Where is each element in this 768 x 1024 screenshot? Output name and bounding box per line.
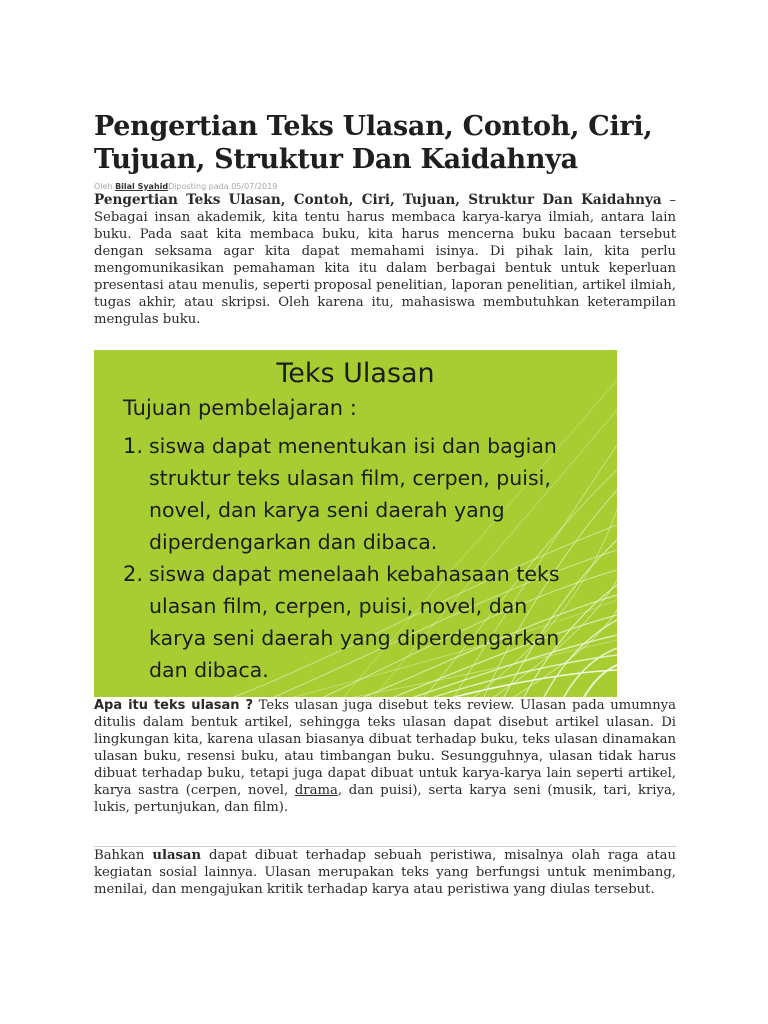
definition-body: Teks ulasan juga disebut teks review. Ulasan pada umumnya ditulis dalam bentuk artikel, sehingga teks ulasan dapat disebut artikel ulasan. Di lingkungan kita, karena ulasan biasanya dibuat terhadap buku, teks ulasan dinamakan ulasan buku, resensi buku, atau timbangan buku. Sesungguhnya, ulasan tidak harus dibuat terhadap buku, tetapi juga dapat dibuat untuk karya-karya lain seperti artikel, karya sastra (cerpen, novel, [94, 698, 676, 798]
banner-subtitle: Tujuan pembelajaran : [123, 396, 357, 420]
author-link[interactable]: Bilal Syahid [115, 182, 169, 191]
banner-item-line: novel, dan karya seni daerah yang [149, 498, 505, 522]
event-review-paragraph [94, 847, 676, 898]
article-title: Pengertian Teks Ulasan, Contoh, Ciri, Tujuan, Struktur Dan Kaidahnya [94, 111, 653, 175]
post-meta [94, 182, 676, 192]
banner-item-line: siswa dapat menentukan isi dan bagian [149, 434, 557, 458]
intro-body: Sebagai insan akademik, kita tentu harus membaca karya-karya ilmiah, antara lain buku. Pada saat kita membaca buku, kita harus mencerna buku bacaan tersebut dengan seksama agar kita dapat memahami isinya. Di pihak lain, kita perlu mengomunikasikan pemahaman kita itu dalam berbagai bentuk untuk keperluan presentasi atau menulis, seperti proposal penelitian, laporan penelitian, artikel ilmiah, tugas akhir, atau skripsi. Oleh karena itu, mahasiswa membutuhkan keterampilan mengulas buku. [94, 210, 676, 327]
banner-item-line: diperdengarkan dan dibaca. [149, 530, 438, 554]
meta-by-label: Oleh [94, 182, 113, 191]
event-text-start: Bahkan [94, 848, 153, 863]
banner-item-line: struktur teks ulasan film, cerpen, puisi, [149, 466, 551, 490]
drama-link[interactable]: drama [294, 783, 338, 798]
banner-item-number: 2. [123, 562, 144, 586]
intro-dash: – [661, 193, 676, 208]
banner-item-line: karya seni daerah yang diperdengarkan [149, 626, 560, 650]
meta-posted-label: Diposting pada [168, 182, 229, 191]
article [94, 110, 676, 898]
definition-question: Apa itu teks ulasan ? [94, 698, 254, 713]
banner-title: Teks Ulasan [276, 358, 435, 389]
banner-item-line: dan dibaca. [149, 658, 269, 682]
definition-body-end: , dan puisi), serta karya seni (musik, tari, kriya, lukis, pertunjukan, dan film). [94, 783, 676, 815]
intro-lead: Pengertian Teks Ulasan, Contoh, Ciri, Tujuan, Struktur Dan Kaidahnya [94, 192, 662, 208]
event-text-end: dapat dibuat terhadap sebuah peristiwa, misalnya olah raga atau kegiatan sosial lainnya. Ulasan merupakan teks yang berfungsi untuk menimbang, menilai, dan mengajukan kritik terhadap karya atau peristiwa yang diulas tersebut. [94, 848, 676, 897]
intro-paragraph [94, 192, 676, 328]
event-keyword: ulasan [152, 848, 202, 863]
banner-item-line: siswa dapat menelaah kebahasaan teks [149, 562, 560, 586]
banner-item-line: ulasan film, cerpen, puisi, novel, dan [149, 594, 528, 618]
teks-ulasan-banner-image [94, 350, 617, 697]
post-date: 05/07/2019 [231, 182, 278, 191]
definition-paragraph [94, 697, 676, 816]
banner-item-number: 1. [123, 434, 144, 458]
